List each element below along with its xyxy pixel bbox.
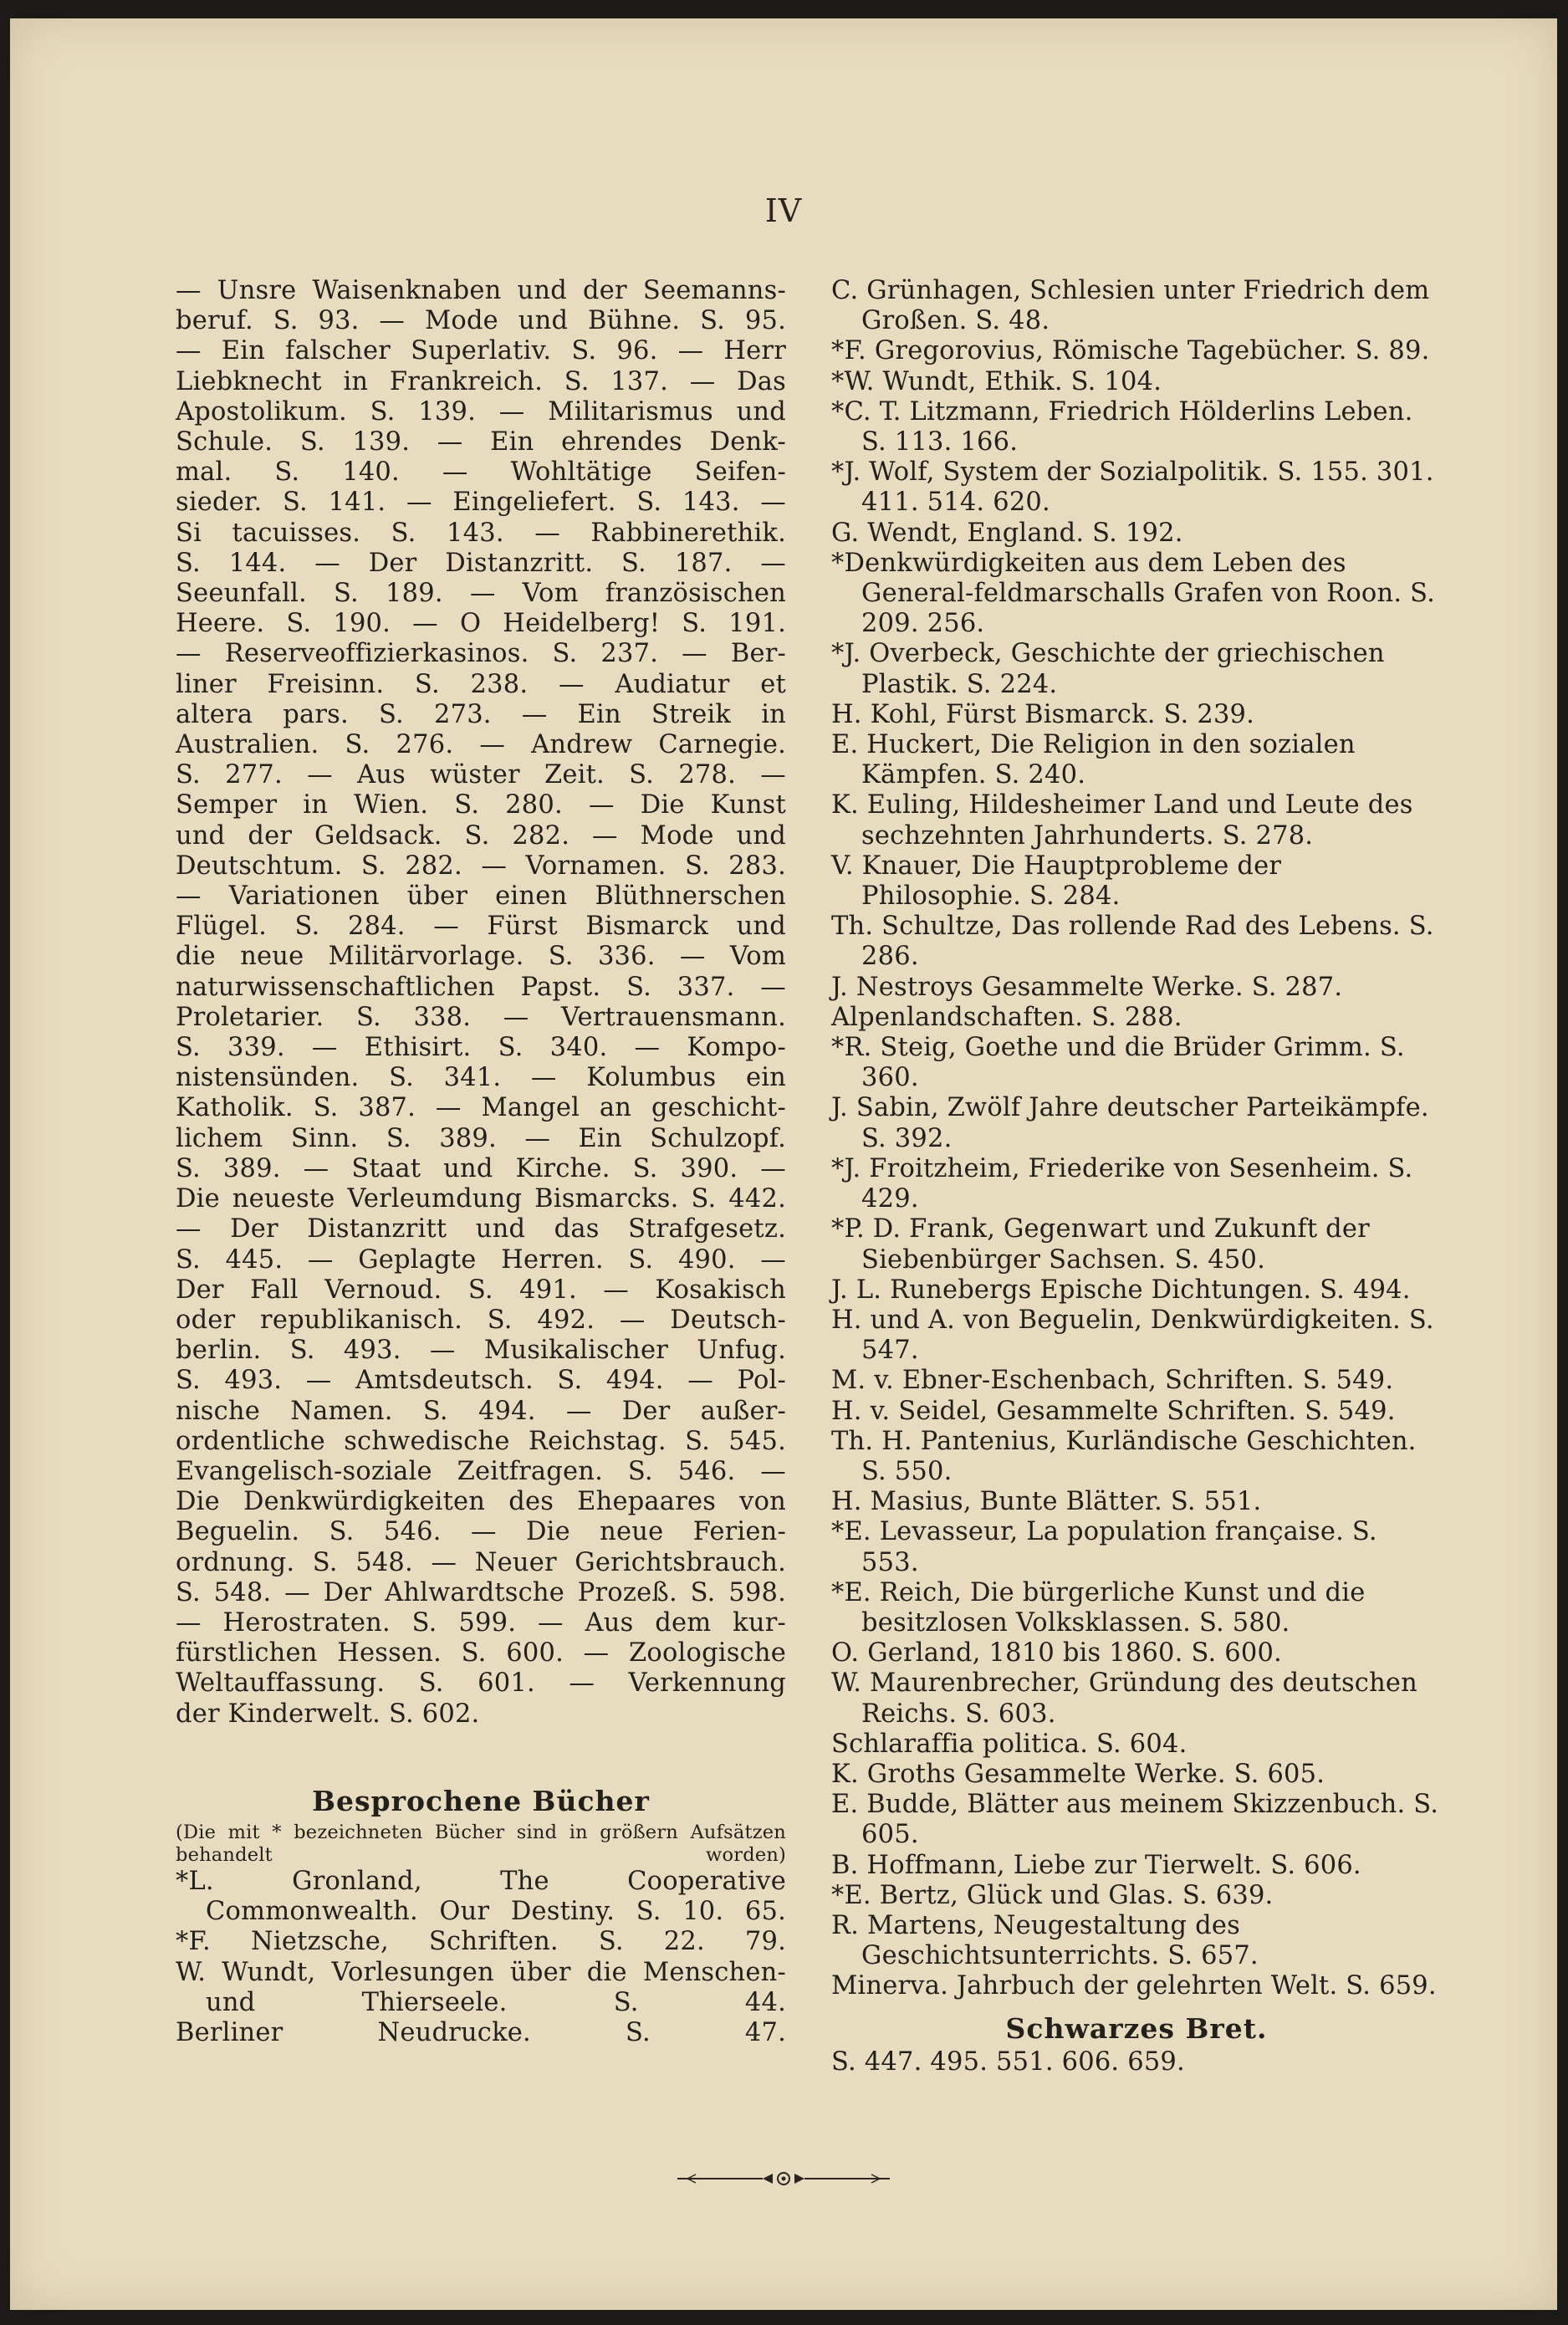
index-entry: W. Wundt, Vorlesungen über die Menschen- und Thierseele. S. 44.	[176, 1957, 786, 2017]
index-entry: *C. T. Litzmann, Friedrich Hölderlins Leben. S. 113. 166.	[831, 396, 1413, 457]
index-entry: Flügel. S. 284. — Fürst Bismarck und	[176, 912, 786, 942]
index-entry: *F. Gregorovius, Römische Tagebücher. S. 89.	[831, 336, 1430, 366]
index-entry: K. Groths Gesammelte Werke. S. 605.	[831, 1759, 1325, 1789]
index-entry: J. Nestroys Gesammelte Werke. S. 287.	[831, 972, 1343, 1002]
index-entry: Deutschtum. S. 282. — Vornamen. S. 283.	[176, 851, 786, 881]
index-entry: Katholik. S. 387. — Mangel an geschicht-	[176, 1093, 786, 1123]
index-entry: mal. S. 140. — Wohltätige Seifen-	[176, 457, 786, 488]
index-entry: Th. Schultze, Das rollende Rad des Lebens. S. 286.	[831, 912, 1434, 972]
index-entry: Der Fall Vernoud. S. 491. — Kosakisch	[176, 1275, 786, 1305]
index-entry: S. 445. — Geplagte Herren. S. 490. —	[176, 1244, 786, 1275]
index-entry: S. 548. — Der Ahlwardtsche Prozeß. S. 598.	[176, 1577, 786, 1607]
index-entry: — Unsre Waisenknaben und der Seemanns-	[176, 276, 786, 305]
index-entry: *W. Wundt, Ethik. S. 104.	[831, 366, 1162, 396]
index-entry: nische Namen. S. 494. — Der außer-	[176, 1396, 786, 1426]
index-entry: — Der Distanzritt und das Strafgesetz.	[176, 1214, 786, 1244]
index-entry: M. v. Ebner-Eschenbach, Schriften. S. 549.	[831, 1366, 1394, 1396]
index-entry: S. 144. — Der Distanzritt. S. 187. —	[176, 548, 786, 578]
index-entry: C. Grünhagen, Schlesien unter Friedrich dem Großen. S. 48.	[831, 276, 1430, 336]
index-entry: *L. Gronland, The Cooperative Commonwealth. Our Destiny. S. 10. 65.	[176, 1866, 786, 1927]
index-entry: Die Denkwürdigkeiten des Ehepaares von	[176, 1487, 786, 1517]
index-entry: *P. D. Frank, Gegenwart und Zukunft der Siebenbürger Sachsen. S. 450.	[831, 1214, 1370, 1275]
index-entry: ordentliche schwedische Reichstag. S. 545.	[176, 1426, 786, 1456]
index-entry: Die neueste Verleumdung Bismarcks. S. 442.	[176, 1184, 786, 1214]
index-entry: H. Masius, Bunte Blätter. S. 551.	[831, 1487, 1262, 1517]
index-entry: *Denkwürdigkeiten aus dem Leben des General-feldmarschalls Grafen von Roon. S. 209. 256.	[831, 548, 1436, 639]
index-entry: S. 277. — Aus wüster Zeit. S. 278. —	[176, 760, 786, 790]
page	[10, 18, 1557, 2310]
article-index	[176, 276, 786, 1730]
index-entry: *J. Overbeck, Geschichte der griechischen Plastik. S. 224.	[831, 639, 1385, 699]
index-entry: ordnung. S. 548. — Neuer Gerichtsbrauch.	[176, 1547, 786, 1577]
index-entry: Liebknecht in Frankreich. S. 137. — Das	[176, 366, 786, 396]
index-entry: B. Hoffmann, Liebe zur Tierwelt. S. 606.	[831, 1850, 1361, 1880]
index-entry: — Herostraten. S. 599. — Aus dem kur-	[176, 1607, 786, 1638]
index-entry: der Kinderwelt. S. 602.	[176, 1699, 480, 1729]
index-entry: Seeunfall. S. 189. — Vom französischen	[176, 579, 786, 609]
index-entry: V. Knauer, Die Hauptprobleme der Philosophie. S. 284.	[831, 851, 1282, 912]
index-entry: W. Maurenbrecher, Gründung des deutschen Reichs. S. 603.	[831, 1668, 1418, 1729]
index-entry: *J. Wolf, System der Sozialpolitik. S. 155. 301. 411. 514. 620.	[831, 457, 1434, 518]
index-entry: Minerva. Jahrbuch der gelehrten Welt. S. 659.	[831, 1971, 1437, 2001]
index-entry: J. L. Runebergs Epische Dichtungen. S. 494.	[831, 1275, 1411, 1305]
board-heading: Schwarzes Bret.	[1005, 2011, 1268, 2045]
index-entry: naturwissenschaftlichen Papst. S. 337. —	[176, 972, 786, 1002]
index-entry: altera pars. S. 273. — Ein Streik in	[176, 699, 786, 729]
book-list-right	[831, 276, 1442, 2002]
index-entry: Si tacuisses. S. 143. — Rabbinerethik.	[176, 518, 786, 548]
index-entry: *F. Nietzsche, Schriften. S. 22. 79.	[176, 1927, 786, 1957]
index-entry: S. 339. — Ethisirt. S. 340. — Kompo-	[176, 1033, 786, 1063]
index-entry: Schule. S. 139. — Ein ehrendes Denk-	[176, 427, 786, 457]
index-entry: und der Geldsack. S. 282. — Mode und	[176, 820, 786, 851]
index-entry: — Variationen über einen Blüthnerschen	[176, 881, 786, 912]
index-entry: oder republikanisch. S. 492. — Deutsch-	[176, 1305, 786, 1335]
index-entry: lichem Sinn. S. 389. — Ein Schulzopf.	[176, 1123, 786, 1153]
books-heading: Besprochene Bücher	[312, 1784, 650, 1817]
index-entry: Proletarier. S. 338. — Vertrauensmann.	[176, 1002, 786, 1032]
index-entry: J. Sabin, Zwölf Jahre deutscher Parteikämpfe. S. 392.	[831, 1093, 1429, 1153]
index-entry: Semper in Wien. S. 280. — Die Kunst	[176, 790, 786, 820]
index-entry: H. und A. von Beguelin, Denkwürdigkeiten. S. 547.	[831, 1305, 1434, 1366]
index-entry: Apostolikum. S. 139. — Militarismus und	[176, 396, 786, 427]
index-entry: Th. H. Pantenius, Kurländische Geschichten. S. 550.	[831, 1426, 1417, 1486]
ornament-divider-icon	[671, 2166, 896, 2191]
index-entry: Alpenlandschaften. S. 288.	[831, 1002, 1182, 1032]
page-number: IV	[764, 192, 803, 229]
index-entry: die neue Militärvorlage. S. 336. — Vom	[176, 942, 786, 972]
index-entry: Australien. S. 276. — Andrew Carnegie.	[176, 730, 786, 760]
index-entry: berlin. S. 493. — Musikalischer Unfug.	[176, 1336, 786, 1366]
index-entry: H. v. Seidel, Gesammelte Schriften. S. 549.	[831, 1396, 1396, 1426]
board-pages: S. 447. 495. 551. 606. 659.	[831, 2047, 1185, 2077]
index-entry: E. Budde, Blätter aus meinem Skizzenbuch. S. 605.	[831, 1790, 1439, 1850]
index-entry: Heere. S. 190. — O Heidelberg! S. 191.	[176, 609, 786, 639]
index-entry: E. Huckert, Die Religion in den sozialen Kämpfen. S. 240.	[831, 730, 1356, 790]
index-entry: *J. Froitzheim, Friederike von Sesenheim. S. 429.	[831, 1153, 1413, 1214]
index-entry: G. Wendt, England. S. 192.	[831, 518, 1183, 548]
right-column	[831, 276, 1442, 2077]
index-entry: S. 493. — Amtsdeutsch. S. 494. — Pol-	[176, 1366, 786, 1396]
index-entry: — Ein falscher Superlativ. S. 96. — Herr	[176, 336, 786, 366]
index-entry: — Reserveoffizierkasinos. S. 237. — Ber-	[176, 639, 786, 669]
index-entry: beruf. S. 93. — Mode und Bühne. S. 95.	[176, 306, 786, 336]
index-entry: nistensünden. S. 341. — Kolumbus ein	[176, 1063, 786, 1093]
index-entry: Berliner Neudrucke. S. 47.	[176, 2017, 786, 2047]
index-entry: *R. Steig, Goethe und die Brüder Grimm. S. 360.	[831, 1033, 1405, 1093]
index-entry: R. Martens, Neugestaltung des Geschichtsunterrichts. S. 657.	[831, 1910, 1259, 1971]
index-entry: Evangelisch-soziale Zeitfragen. S. 546. —	[176, 1456, 786, 1486]
index-entry: *E. Levasseur, La population française. S. 553.	[831, 1517, 1377, 1577]
index-entry: liner Freisinn. S. 238. — Audiatur et	[176, 669, 786, 699]
index-entry: O. Gerland, 1810 bis 1860. S. 600.	[831, 1638, 1282, 1668]
left-column	[176, 276, 786, 2048]
index-entry: fürstlichen Hessen. S. 600. — Zoologische	[176, 1638, 786, 1668]
index-entry: Weltauffassung. S. 601. — Verkennung	[176, 1668, 786, 1699]
index-entry: *E. Reich, Die bürgerliche Kunst und die besitzlosen Volksklassen. S. 580.	[831, 1577, 1366, 1638]
index-entry: Beguelin. S. 546. — Die neue Ferien-	[176, 1517, 786, 1547]
index-entry: Schlaraffia politica. S. 604.	[831, 1729, 1187, 1759]
index-entry: H. Kohl, Fürst Bismarck. S. 239.	[831, 699, 1255, 729]
index-entry: *E. Bertz, Glück und Glas. S. 639.	[831, 1880, 1274, 1910]
index-entry: K. Euling, Hildesheimer Land und Leute des sechzehnten Jahrhunderts. S. 278.	[831, 790, 1413, 851]
index-entry: sieder. S. 141. — Eingeliefert. S. 143. —	[176, 488, 786, 518]
index-entry: S. 389. — Staat und Kirche. S. 390. —	[176, 1153, 786, 1183]
books-note: (Die mit * bezeichneten Bücher sind in größern Aufsätzen behandelt worden)	[176, 1821, 786, 1866]
book-list-left	[176, 1867, 786, 2048]
